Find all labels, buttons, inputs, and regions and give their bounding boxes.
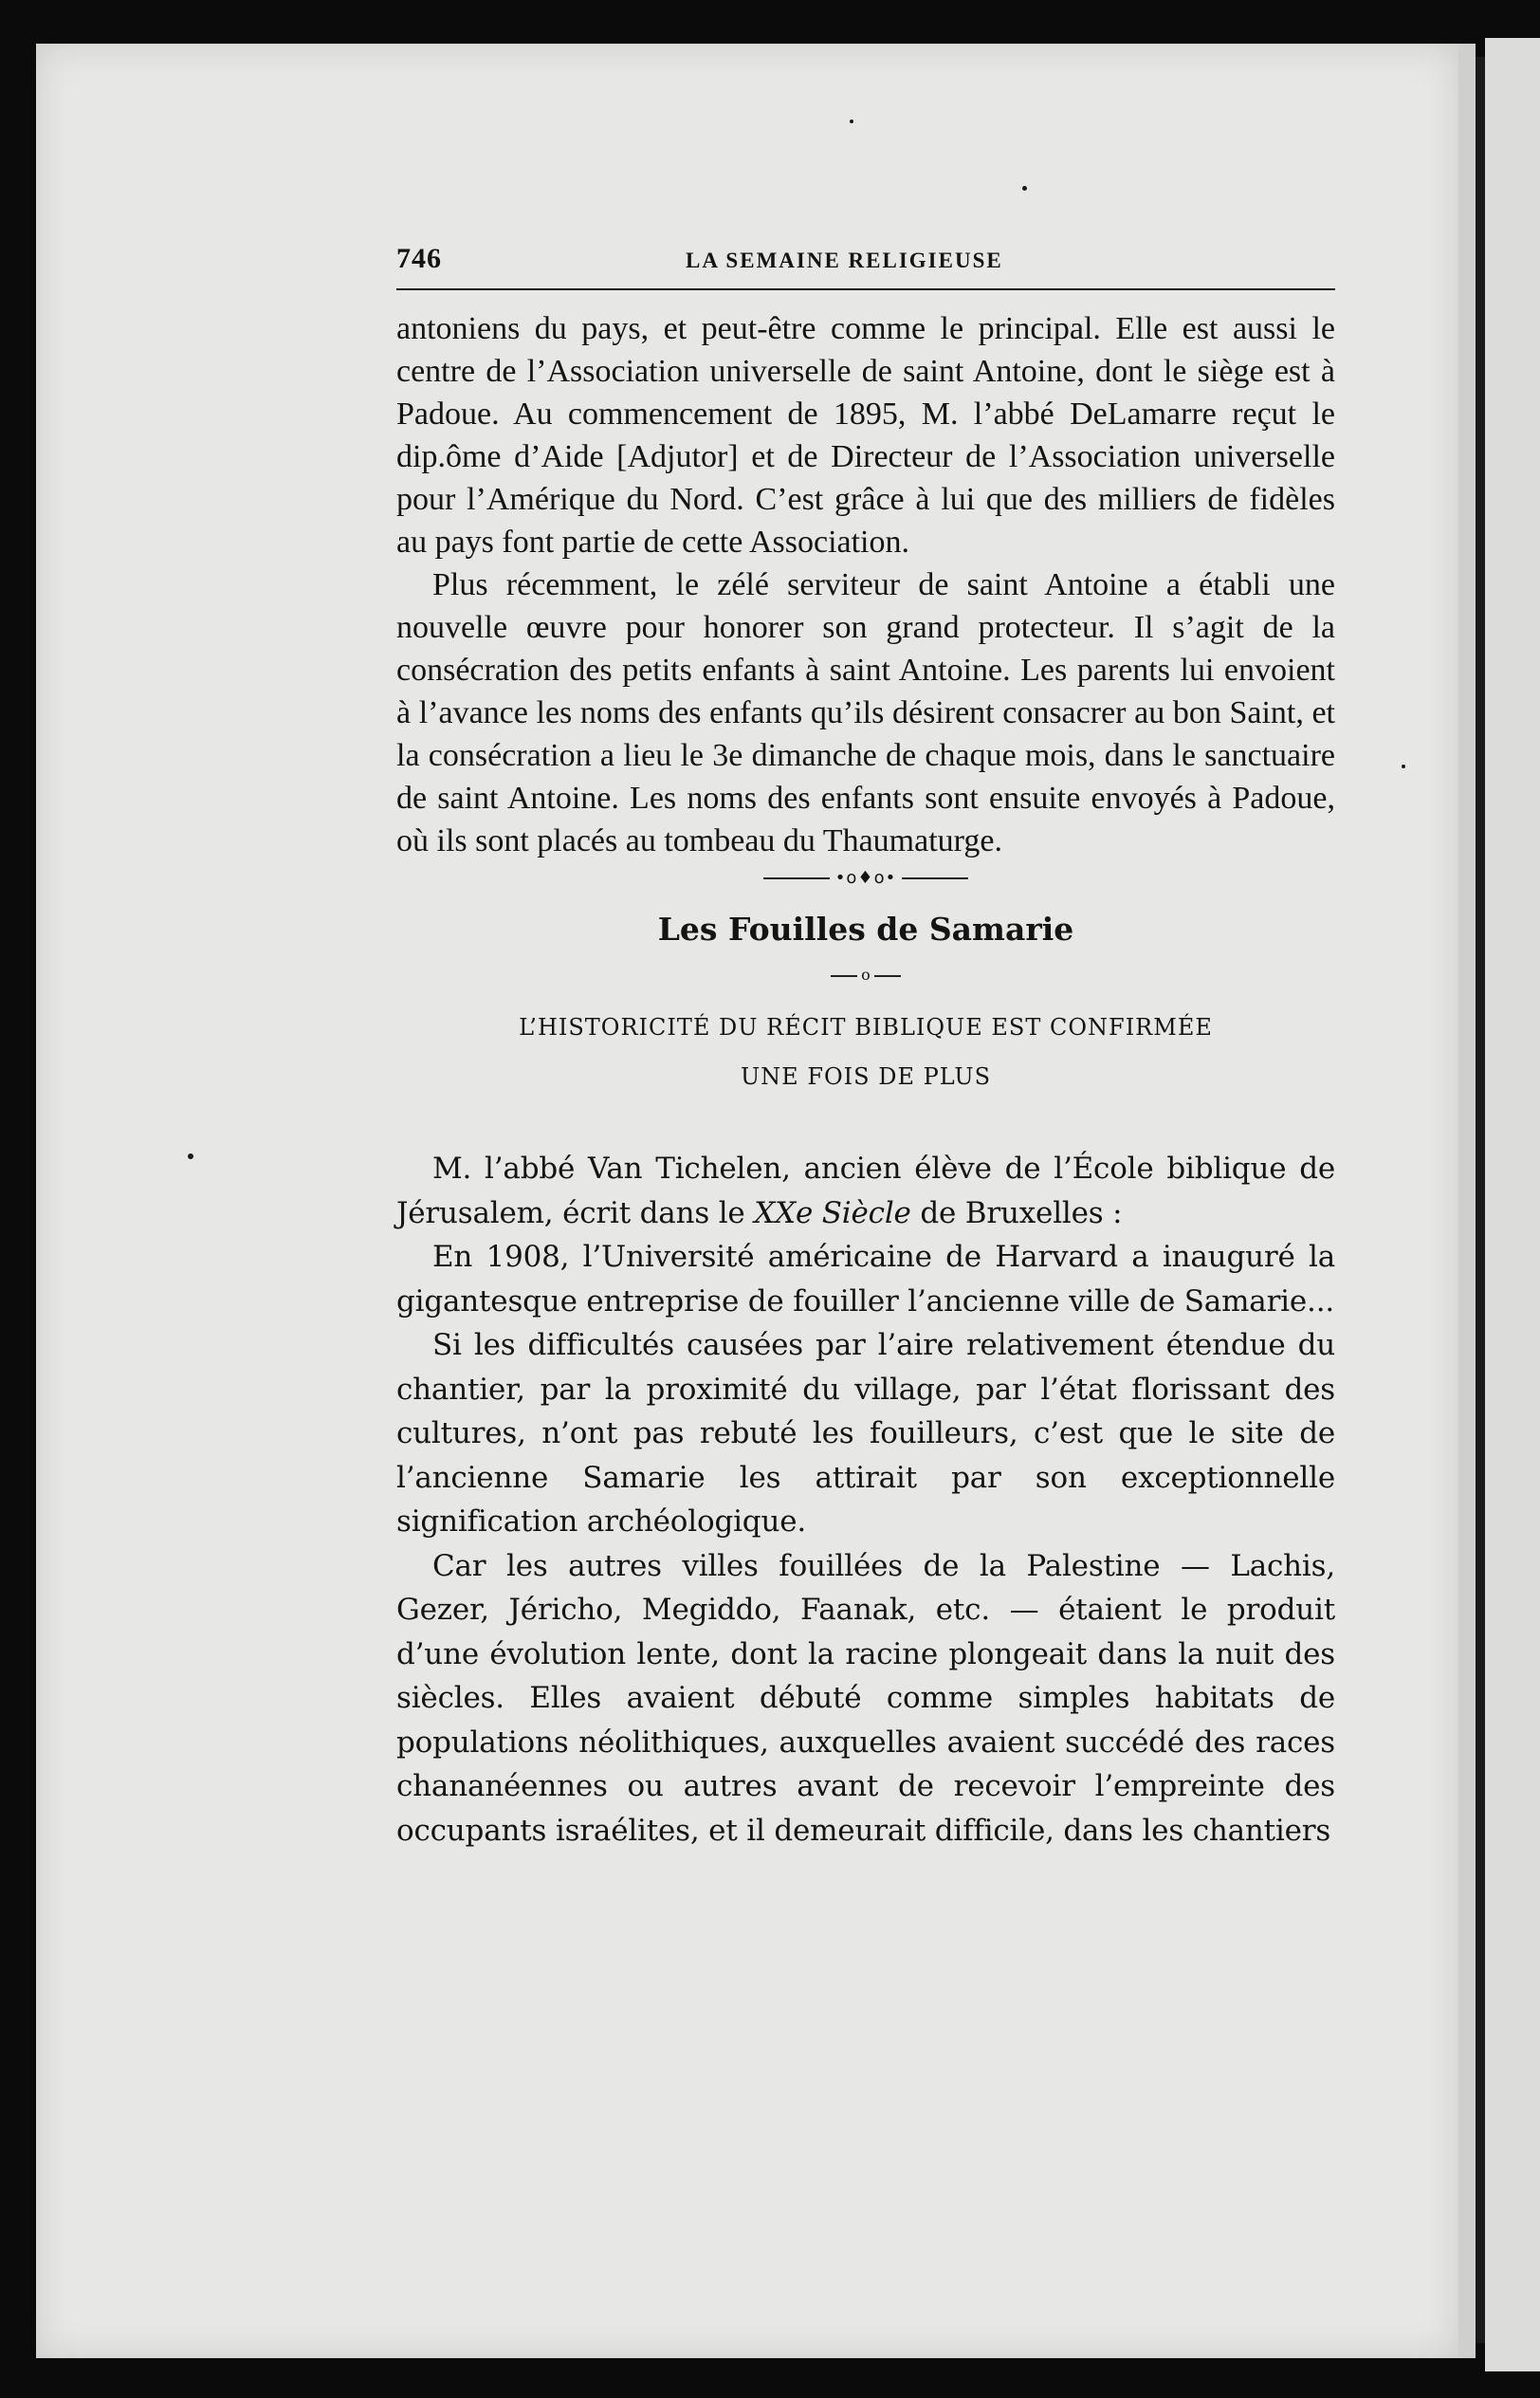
journal-name: XXe Siècle: [754, 1195, 911, 1230]
running-head: [396, 228, 1335, 290]
title-ornament: [396, 963, 1335, 987]
article-paragraph-other-cities: Car les autres villes fouillées de la Palestine — Lachis, Gezer, Jéricho, Megiddo, Faanak, etc. — étaient le produit d’une évolution lente, dont la racine plongeait dans la nuit des siècles. Elles avaient débuté comme simples habitats de populations néolithiques, auxquelles avaient succédé des races chananéennes ou autres avant de recevoir l’empreinte des occupants israélites, et il demeurait difficile, dans les chantiers: [396, 1548, 1335, 1848]
article-subhead-line1: L’HISTORICITÉ DU RÉCIT BIBLIQUE EST CONFIRMÉE: [519, 1014, 1213, 1041]
page-number: 746: [396, 243, 442, 274]
article-paragraph-harvard: En 1908, l’Université américaine de Harvard a inauguré la gigantesque entreprise de fouiller l’ancienne ville de Samarie...: [396, 1240, 1335, 1319]
paragraph-continuation: antoniens du pays, et peut-être comme le principal. Elle est aussi le centre de l’Association universelle de saint Antoine, dont le siège est à Padoue. Au commencement de 1895, M. l’abbé DeLamarre reçut le dip.ôme d’Aide [Adjutor] et de Directeur de l’Association universelle pour l’Amérique du Nord. C’est grâce à lui que des milliers de fidèles au pays font partie de cette Association.: [396, 311, 1335, 560]
article-subhead-line2: UNE FOIS DE PLUS: [740, 1063, 992, 1090]
article-intro: [396, 1147, 1335, 1235]
title-ornament-glyph: o: [861, 966, 871, 984]
section-divider-ornament: [396, 864, 1335, 893]
article-title: Les Fouilles de Samarie: [657, 911, 1074, 948]
page-content: [396, 228, 1335, 1853]
article-paragraph-difficulties: Si les difficultés causées par l’aire relativement étendue du chantier, par la proximité du village, par l’état florissant des cultures, n’ont pas rebuté les fouilleurs, c’est que le site de l’ancienne Samarie les attirait par son exceptionnelle signification archéologique.: [396, 1328, 1335, 1539]
gutter-shadow: [1476, 57, 1485, 2343]
running-title: LA SEMAINE RELIGIEUSE: [686, 249, 1003, 272]
divider-glyph: •o♦o•: [834, 868, 897, 888]
title-ornament-line-right: [874, 975, 901, 977]
facing-page-edge: [1485, 38, 1540, 2371]
page-edge: [1458, 44, 1476, 2358]
title-ornament-line-left: [831, 975, 857, 977]
spacer: [396, 1101, 1335, 1147]
intro-text-end: de Bruxelles :: [910, 1195, 1123, 1230]
divider-line-left: [763, 877, 830, 879]
intro-text: M. l’abbé Van Tichelen, ancien élève de l’École biblique de Jérusalem, écrit dans le: [396, 1152, 1335, 1230]
paragraph-consecration: Plus récemment, le zélé serviteur de saint Antoine a établi une nouvelle œuvre pour honorer son grand protecteur. Il s’agit de la consécration des petits enfants à saint Antoine. Les parents lui envoient à l’avance les noms des enfants qu’ils désirent consacrer au bon Saint, et la consécration a lieu le 3e dimanche de chaque mois, dans le sanctuaire de saint Antoine. Les noms des enfants sont ensuite envoyés à Padoue, où ils sont placés au tombeau du Thaumaturge.: [396, 567, 1335, 858]
divider-line-right: [902, 877, 968, 879]
